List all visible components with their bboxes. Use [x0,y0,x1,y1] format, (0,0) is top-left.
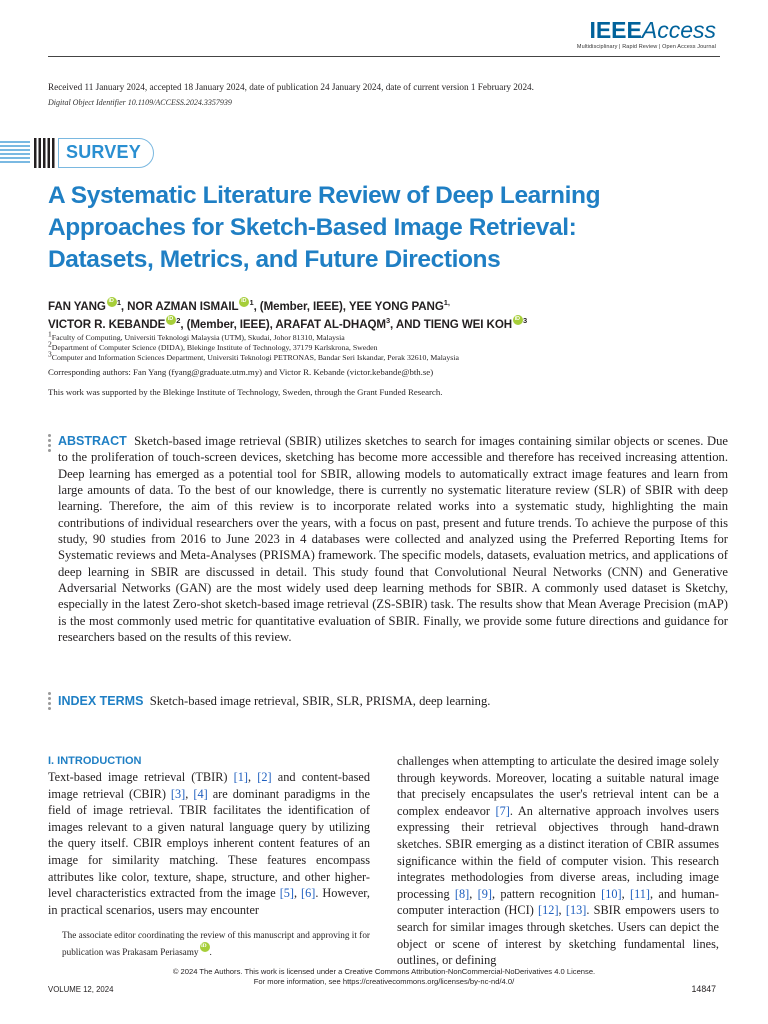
orcid-icon[interactable] [166,315,176,325]
citation-link[interactable]: [6] [301,886,316,901]
citation-link[interactable]: [2] [257,770,272,784]
intro-paragraph: Text-based image retrieval (TBIR) [1], [2] and content-based image retrieval (CBIR) [3], [4] are dominant paradigms in the field of image retrieval. TBIR facilitates the identification of images relevant to a given natural language query by utilizing the query itself. CBIR employs inherent content features of an image for similarity matching. These features encompass attributes like color, texture, shape, structure, and other higher-level characteristics extracted from the image [5], [6]. However, in practical scenarios, users may encounter [48,770,370,917]
orcid-icon[interactable] [239,297,249,307]
logo-ieee: IEEE [589,17,642,43]
journal-logo [577,18,716,50]
citation-link[interactable]: [8] [454,886,470,901]
badge-stripes-icon [0,136,62,170]
affiliation-item: $^1$Faculty of Computing, Universiti Teknologi Malaysia (UTM), Skudai, Johor 81310, Malaysia [48,329,345,342]
citation-link[interactable]: [5] [279,886,295,901]
funding-note: This work was supported by the Blekinge Institute of Technology, Sweden, through the Grant Funded Research. [48,387,443,397]
author-name: VICTOR R. KEBANDE [48,318,166,331]
license-notice: © 2024 The Authors. This work is licensed under a Creative Commons Attribution-NonCommercial-NoDerivatives 4.0 License. For more information, see https://creativecommons.org/licenses/by-nc-nd/4.0/ [0,967,768,987]
abstract-heading: ABSTRACT [58,434,127,448]
badge-label: SURVEY [66,142,141,162]
page-number: 14847 [691,984,716,994]
column-left [48,753,370,918]
abstract-text: Sketch-based image retrieval (SBIR) utilizes sketches to search for images containing similar objects or scenes. Due to the proliferation of touch-screen devices, sketching has become more accessible and therefore has received increasing attention. Deep learning has emerged as a potential tool for SBIR, allowing models to automatically extract image features and learn from large amounts of data. To the best of our knowledge, there is currently no systematic literature review (SLR) of SBIR with deep learning. Therefore, the aim of this review is to incorporate related works into a systematic study, highlighting the main contributions of individual researchers over the years, with a focus on past, present and future trends. To achieve the purpose of this study, 90 studies from 2016 to June 2023 in 4 databases were collected and analyzed using the Preferred Reporting Items for Systematic reviews and Meta-Analyses (PRISMA) framework. The specific models, datasets, evaluation metrics, and applications of deep learning in SBIR are discussed in detail. This study found that Convolutional Neural Networks (CNN) and Generative Adversarial Networks (GAN) are the most widely used deep learning methods for SBIR. A commonly used dataset is Sketchy, especially in the latest Zero-shot sketch-based image retrieval (ZS-SBIR) task. The results show that Mean Average Precision (mAP) is the most commonly used metric for quantitative evaluation of SBIR. Finally, we provide some future directions and guidance for researchers based on the results of this review. [58,434,728,645]
orcid-icon[interactable] [513,315,523,325]
author-name: , AND TIENG WEI KOH [390,318,513,331]
author-name: , (Member, IEEE), YEE YONG PANG [253,300,444,313]
survey-badge [0,136,160,170]
paper-title: A Systematic Literature Review of Deep Learning Approaches for Sketch-Based Image Retrieval: Datasets, Metrics, and Future Directions [48,182,601,273]
affiliation-item: $^2$Department of Computer Science (DIDA), Blekinge Institute of Technology, 37179 Karlskrona, Sweden [48,339,378,353]
license-link[interactable]: For more information, see https://creativecommons.org/licenses/by-nc-nd/4.0/ [253,977,515,986]
affiliation-item: $^3$Computer and Information Sciences Department, Universiti Teknologi PETRONAS, Bandar Seri Iskandar, Perak 32610, Malaysia [48,349,459,363]
citation-link[interactable]: [9] [477,886,492,901]
corresponding-authors: Corresponding authors: Fan Yang (fyang@graduate.utm.my) and Victor R. Kebande (victor.kebande@bth.se) [48,367,434,377]
index-dots-icon [48,692,52,712]
author-name: , NOR AZMAN ISMAIL [120,300,239,313]
logo-access: Access [641,17,716,43]
citation-link[interactable]: [7] [495,803,510,818]
intro-paragraph-continued: challenges when attempting to articulate the desired image solely through keywords. Moreover, locating a suitable natural image that precisely encapsulates the user's retrieval intent can be a complex endeavor [7]. An alternative approach involves users expressing their retrieval objectives through hand-drawn sketches. SBIR emerging as a distinct iteration of CBIR assumes significance within the field of computer vision. This research integrates methodologies from diverse areas, including image processing [8], [9], pattern recognition [10], [11], and human-computer interaction (HCI) [12], [13]. SBIR empowers users to search for similar images through sketches. Users can depict the object or scene of interest by sketching fundamental lines, outlines, or defining [397,754,719,968]
abstract-block [58,433,728,645]
citation-link[interactable]: [3] [170,786,186,801]
abstract-dots-icon [48,434,52,454]
citation-link[interactable]: [13] [565,903,587,918]
index-terms-text: Sketch-based image retrieval, SBIR, SLR, PRISMA, deep learning. [149,694,491,708]
editor-footnote: The associate editor coordinating the review of this manuscript and approving it for publication was Prakasam PeriasamyiD . [48,928,370,959]
affiliations [48,329,728,364]
citation-link[interactable]: [4] [193,786,208,801]
volume-label: VOLUME 12, 2024 [48,985,114,994]
citation-link[interactable]: [10] [601,886,622,901]
orcid-icon[interactable] [200,942,210,952]
section-heading-introduction: I. INTRODUCTION [48,755,142,767]
index-terms-heading: INDEX TERMS [58,694,144,708]
author-name: FAN YANG [48,300,106,313]
column-right [397,753,719,969]
orcid-icon[interactable] [107,297,117,307]
doi-line[interactable]: Digital Object Identifier 10.1109/ACCESS.2024.3357939 [48,98,232,107]
citation-link[interactable]: [12] [538,903,559,918]
logo-tagline: Multidisciplinary | Rapid Review | Open Access Journal [576,44,716,50]
citation-link[interactable]: [1] [233,770,249,784]
author-name: , (Member, IEEE), ARAFAT AL-DHAQM [180,318,386,331]
header-divider [48,56,720,57]
citation-link[interactable]: [11] [629,886,650,901]
author-list: FAN YANGiD $^1$, NOR AZMAN ISMAILiD $^1$, (Member, IEEE), YEE YONG $PANG^{1,}$ VICTOR R. KEBANDEiD $^2$, (Member, IEEE), ARAFAT AL-DHAQM$^3$, AND TIENG WEI KOHiD $^3$ [48,297,728,333]
received-dates: Received 11 January 2024, accepted 18 January 2024, date of publication 24 January 2024, date of current version 1 February 2024. [48,82,534,92]
index-terms-block [58,693,728,709]
